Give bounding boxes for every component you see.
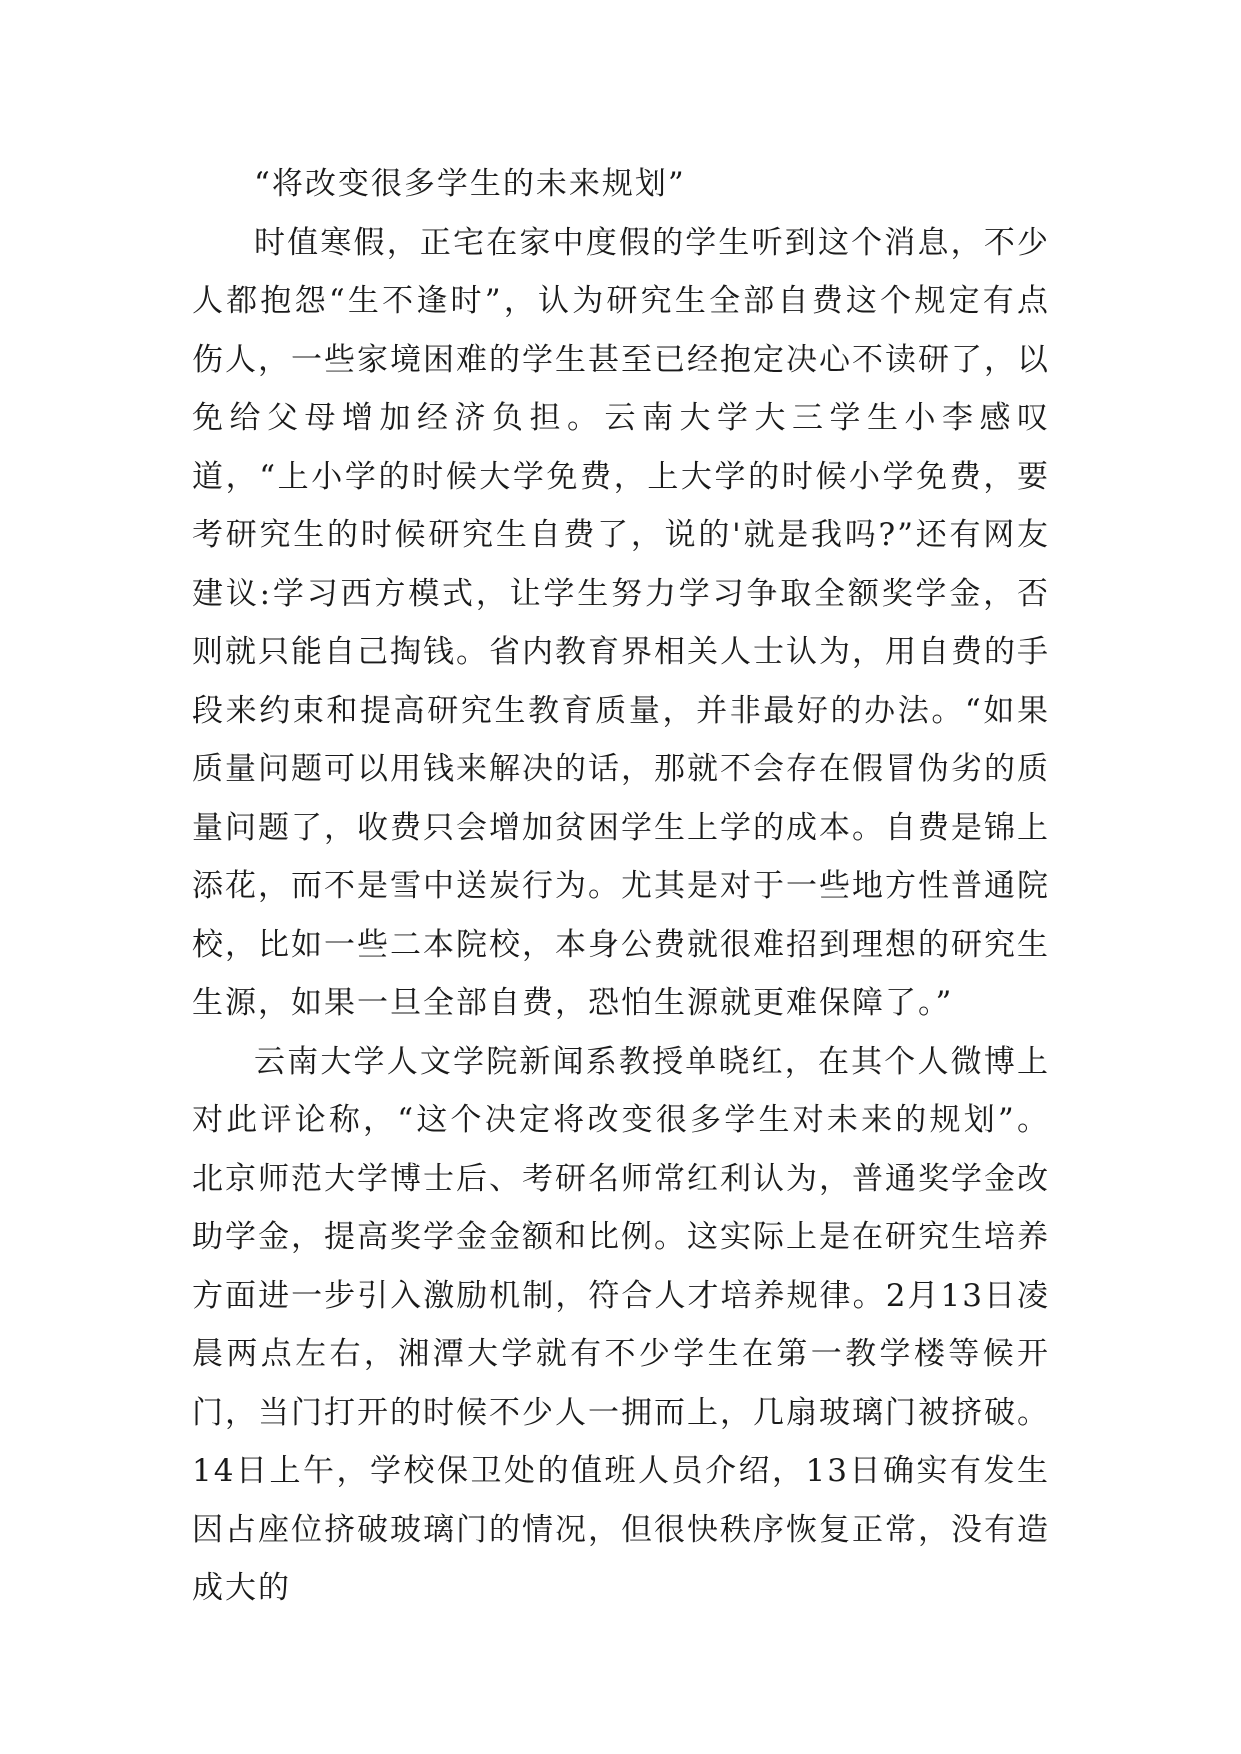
document-body xyxy=(192,155,1050,1618)
paragraph-2: 云南大学人文学院新闻系教授单晓红，在其个人微博上对此评论称，“这个决定将改变很多学生对未来的规划”。北京师范大学博士后、考研名师常红利认为，普通奖学金改助学金，提高奖学金金额和比例。这实际上是在研究生培养方面进一步引入激励机制，符合人才培养规律。2月13日凌晨两点左右，湘潭大学就有不少学生在第一教学楼等候开门，当门打开的时候不少人一拥而上，几扇玻璃门被挤破。14日上午，学校保卫处的值班人员介绍，13日确实有发生因占座位挤破玻璃门的情况，但很快秩序恢复正常，没有造成大的 xyxy=(192,1043,1050,1606)
paragraph-1: 时值寒假，正宅在家中度假的学生听到这个消息，不少人都抱怨“生不逢时”，认为研究生全部自费这个规定有点伤人，一些家境困难的学生甚至已经抱定决心不读研了，以免给父母增加经济负担。云南大学大三学生小李感叹道，“上小学的时候大学免费，上大学的时候小学免费，要考研究生的时候研究生自费了，说的'就是我吗?”还有网友建议:学习西方模式，让学生努力学习争取全额奖学金，否则就只能自己掏钱。省内教育界相关人士认为，用自费的手段来约束和提高研究生教育质量，并非最好的办法。“如果质量问题可以用钱来解决的话，那就不会存在假冒伪劣的质量问题了，收费只会增加贫困学生上学的成本。自费是锦上添花，而不是雪中送炭行为。尤其是对于一些地方性普通院校，比如一些二本院校，本身公费就很难招到理想的研究生生源，如果一旦全部自费，恐怕生源就更难保障了。” xyxy=(192,224,1050,1021)
section-heading: “将改变很多学生的未来规划” xyxy=(254,166,686,202)
